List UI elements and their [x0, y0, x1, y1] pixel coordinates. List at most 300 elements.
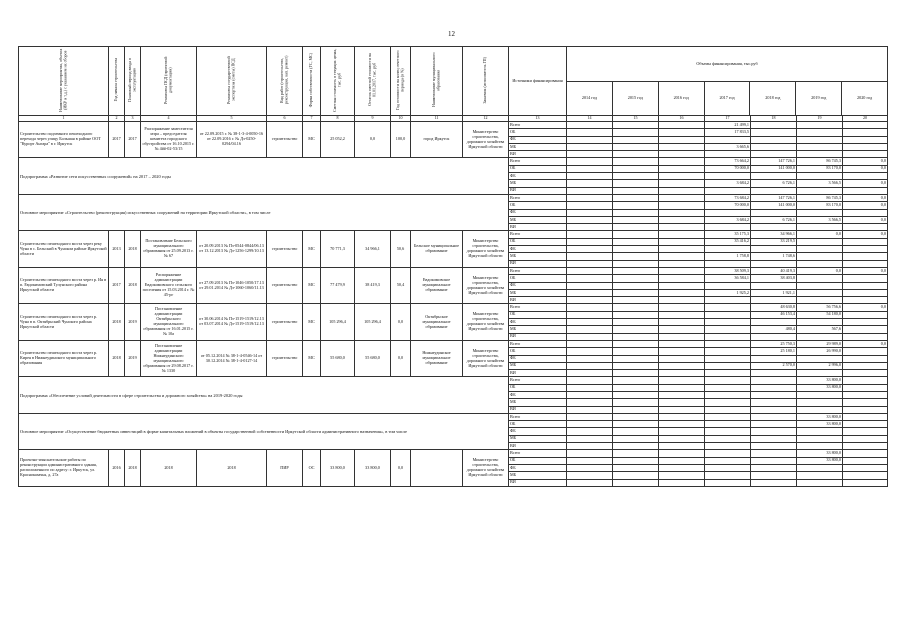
- funding-value: [843, 443, 888, 450]
- funding-value: [567, 165, 613, 172]
- start-year: 2016: [109, 450, 125, 486]
- funding-value: [613, 209, 659, 216]
- municipality: [411, 450, 463, 486]
- funding-value: [659, 275, 705, 282]
- year-header: 2018 год: [750, 82, 796, 115]
- col-header-cost: Сметная стоимость в текущих ценах, тыс. руб: [321, 47, 355, 116]
- funding-value: [843, 122, 888, 129]
- psd-details: Распоряжение администрации Евдокимовского сельского поселения от 15.03.2014 г. № 45-рг: [141, 267, 197, 303]
- section-title: Основное мероприятие «Осуществление бюджетных инвестиций в форме капитальных вложений в объекты государственной собственности Иркутской области административного назначения», в том числе: [19, 413, 509, 449]
- funding-value: [659, 391, 705, 398]
- funding-value: 70 000,0: [705, 165, 751, 172]
- funding-value: 38 403,8: [751, 275, 797, 282]
- funding-value: [797, 443, 843, 450]
- funding-value: [659, 333, 705, 340]
- funding-value: [843, 282, 888, 289]
- ownership: МС: [303, 340, 321, 376]
- funding-value: 6 726,1: [751, 216, 797, 223]
- funding-value: [659, 340, 705, 347]
- funding-value: [705, 399, 751, 406]
- funding-value: [567, 391, 613, 398]
- year-header: 2019 год: [796, 82, 842, 115]
- col-header-expertise: Реквизиты государственной экспертизы (сметы) ПСД: [197, 47, 267, 116]
- funding-value: [613, 238, 659, 245]
- funding-value: [843, 326, 888, 333]
- funding-value: [705, 173, 751, 180]
- funding-value: [751, 143, 797, 150]
- funding-value: [705, 282, 751, 289]
- municipality: Октябрьское муниципальное образование: [411, 304, 463, 340]
- source-label: ФБ: [509, 173, 567, 180]
- year-header: 2016 год: [659, 82, 705, 115]
- funding-value: [705, 362, 751, 369]
- column-index: 3: [125, 116, 141, 122]
- funding-value: [797, 224, 843, 231]
- funding-value: [613, 362, 659, 369]
- funding-value: 40 419,3: [751, 267, 797, 274]
- funding-value: [613, 406, 659, 413]
- funding-value: 3 566,5: [797, 180, 843, 187]
- expertise-details: от 20.09.2013 № Пз-0544-0844/06.13 от 13.12.2013 № Дз-1256-1299/10.13: [197, 231, 267, 267]
- funding-value: [659, 406, 705, 413]
- funding-value: [797, 297, 843, 304]
- funding-value: [567, 253, 613, 260]
- column-index: 7: [303, 116, 321, 122]
- funding-value: [797, 282, 843, 289]
- end-year: 2018: [125, 450, 141, 486]
- funding-value: [751, 355, 797, 362]
- year-header: 2017 год: [705, 82, 751, 115]
- remaining-cost: 34 966,1: [355, 231, 391, 267]
- funding-value: [797, 479, 843, 486]
- funding-value: [659, 253, 705, 260]
- funding-value: [613, 348, 659, 355]
- source-label: Всего: [509, 304, 567, 311]
- funding-value: [843, 238, 888, 245]
- funding-value: [659, 122, 705, 129]
- funding-value: [843, 311, 888, 318]
- funding-value: 33 800,0: [797, 384, 843, 391]
- source-label: МБ: [509, 362, 567, 369]
- column-index: 18: [751, 116, 797, 122]
- funding-value: 1 748,6: [751, 253, 797, 260]
- expertise-details: 2018: [197, 450, 267, 486]
- funding-value: [567, 202, 613, 209]
- funding-value: [659, 319, 705, 326]
- year-header: 2015 год: [613, 82, 659, 115]
- funding-value: 0,0: [843, 304, 888, 311]
- readiness-percent: 0,0: [391, 304, 411, 340]
- funding-value: [613, 165, 659, 172]
- source-label: ОБ: [509, 457, 567, 464]
- funding-value: [613, 377, 659, 384]
- object-name: Строительство пешеходного моста через реку Чуна в с. Бельский в Чунском районе Иркутской области: [19, 231, 109, 267]
- funding-value: [705, 384, 751, 391]
- funding-value: [659, 457, 705, 464]
- funding-value: [613, 180, 659, 187]
- funding-value: 25 180,1: [751, 348, 797, 355]
- funding-value: [843, 253, 888, 260]
- source-label: МБ: [509, 253, 567, 260]
- funding-value: [567, 443, 613, 450]
- remaining-cost: 0,0: [355, 122, 391, 158]
- funding-value: [751, 435, 797, 442]
- expertise-details: от 27.09.2013 № Пз-1046-1050/17.13 от 29.01.2014 № Дз-1060-1060/11.13: [197, 267, 267, 303]
- funding-value: [751, 173, 797, 180]
- column-index: 17: [705, 116, 751, 122]
- column-index: 10: [391, 116, 411, 122]
- column-index: 9: [355, 116, 391, 122]
- funding-value: [705, 443, 751, 450]
- source-label: МБ: [509, 435, 567, 442]
- funding-value: [797, 275, 843, 282]
- funding-value: 33 800,0: [797, 377, 843, 384]
- funding-value: [751, 421, 797, 428]
- funding-value: [659, 246, 705, 253]
- funding-value: 36 584,1: [705, 275, 751, 282]
- ownership: МС: [303, 231, 321, 267]
- funding-value: [613, 158, 659, 165]
- funding-value: [797, 391, 843, 398]
- funding-value: [797, 472, 843, 479]
- funding-value: [751, 297, 797, 304]
- year-header: 2014 год: [567, 82, 613, 115]
- funding-value: [659, 216, 705, 223]
- funding-value: [843, 421, 888, 428]
- funding-value: 0,0: [843, 194, 888, 201]
- municipality: Нижнеудинское муниципальное образование: [411, 340, 463, 376]
- work-kind: строительство: [267, 122, 303, 158]
- funding-value: [705, 479, 751, 486]
- source-label: МБ: [509, 326, 567, 333]
- funding-value: [843, 428, 888, 435]
- funding-value: [659, 180, 705, 187]
- source-label: ВИ: [509, 443, 567, 450]
- funding-value: [659, 151, 705, 158]
- funding-value: [705, 355, 751, 362]
- customer: Министерство строительства, дорожного хозяйства Иркутской области: [463, 304, 509, 340]
- funding-value: [659, 362, 705, 369]
- start-year: 2018: [109, 304, 125, 340]
- col-header-readiness: Год готовности на конец отчетного периода (в %): [391, 47, 411, 116]
- funding-value: [843, 129, 888, 136]
- funding-value: [613, 194, 659, 201]
- funding-value: [567, 267, 613, 274]
- funding-value: 567,6: [797, 326, 843, 333]
- readiness-percent: 0,0: [391, 340, 411, 376]
- funding-value: [843, 275, 888, 282]
- funding-value: [567, 231, 613, 238]
- funding-value: [613, 173, 659, 180]
- funding-value: [797, 187, 843, 194]
- funding-value: [613, 326, 659, 333]
- funding-value: [843, 406, 888, 413]
- funding-value: [705, 224, 751, 231]
- col-header-end-year: Плановый период ввода в эксплуатацию: [125, 47, 141, 116]
- funding-value: [797, 209, 843, 216]
- funding-value: [567, 450, 613, 457]
- funding-value: 29 989,0: [797, 340, 843, 347]
- funding-value: 2 996,0: [797, 362, 843, 369]
- funding-value: [843, 260, 888, 267]
- funding-value: [567, 355, 613, 362]
- source-label: ВИ: [509, 406, 567, 413]
- funding-value: [797, 129, 843, 136]
- funding-value: [751, 443, 797, 450]
- work-kind: ПИР: [267, 450, 303, 486]
- funding-value: [843, 450, 888, 457]
- funding-value: 73 684,2: [705, 194, 751, 201]
- psd-details: Постановление администрации Нижнеудинского муниципального образования от 29.08.2017 г. № 1330: [141, 340, 197, 376]
- funding-value: [797, 246, 843, 253]
- end-year: 2017: [125, 122, 141, 158]
- funding-value: [567, 421, 613, 428]
- funding-value: [843, 136, 888, 143]
- column-index: 4: [141, 116, 197, 122]
- customer: Министерство строительства, дорожного хозяйства Иркутской области: [463, 450, 509, 486]
- funding-value: [751, 428, 797, 435]
- funding-value: [567, 282, 613, 289]
- funding-value: 0,0: [843, 216, 888, 223]
- col-header-remaining: Остаток сметной стоимости на 01.01.2017, тыс. руб: [355, 47, 391, 116]
- funding-value: [659, 282, 705, 289]
- object-name: Строительство пешеходного моста через р. Кирея в Нижнеудинского муниципального образования: [19, 340, 109, 376]
- funding-value: [705, 348, 751, 355]
- source-label: МБ: [509, 289, 567, 296]
- end-year: 2019: [125, 340, 141, 376]
- funding-value: [751, 122, 797, 129]
- funding-value: [751, 209, 797, 216]
- column-index: 6: [267, 116, 303, 122]
- funding-value: [705, 187, 751, 194]
- funding-value: [705, 297, 751, 304]
- end-year: 2019: [125, 304, 141, 340]
- funding-value: [705, 311, 751, 318]
- funding-value: [843, 384, 888, 391]
- funding-value: [613, 370, 659, 377]
- funding-value: 3 566,5: [797, 216, 843, 223]
- header-row: [19, 47, 888, 116]
- funding-value: [797, 435, 843, 442]
- funding-value: [843, 464, 888, 471]
- funding-value: [659, 267, 705, 274]
- funding-value: 33 800,0: [797, 413, 843, 420]
- funding-value: 0,0: [843, 180, 888, 187]
- funding-value: [705, 413, 751, 420]
- source-label: Всего: [509, 122, 567, 129]
- funding-value: [751, 136, 797, 143]
- funding-value: [843, 209, 888, 216]
- source-label: ОБ: [509, 202, 567, 209]
- expertise-details: от 30.06.2014 № Пз-1519-1519/12.13 от 03.07.2014 № Дз-1519-1519/12.13: [197, 304, 267, 340]
- funding-value: [659, 428, 705, 435]
- funding-value: [659, 158, 705, 165]
- funding-value: [659, 297, 705, 304]
- funding-value: [567, 304, 613, 311]
- column-index: 20: [843, 116, 888, 122]
- section-row: [19, 158, 888, 165]
- work-kind: строительство: [267, 340, 303, 376]
- funding-value: [567, 464, 613, 471]
- funding-value: [705, 428, 751, 435]
- funding-value: [705, 457, 751, 464]
- section-title: Подпрограмма «Развитие сети искусственных сооружений» на 2017 – 2020 годы: [19, 158, 509, 194]
- source-label: Всего: [509, 194, 567, 201]
- funding-value: [659, 194, 705, 201]
- funding-value: [613, 399, 659, 406]
- municipality: Евдокимовское муниципальное образование: [411, 267, 463, 303]
- funding-value: 34 966,1: [751, 231, 797, 238]
- funding-value: [613, 472, 659, 479]
- funding-value: [797, 406, 843, 413]
- remaining-cost: 55 680,0: [355, 340, 391, 376]
- funding-value: [613, 129, 659, 136]
- object-row: [19, 340, 888, 347]
- source-label: ОБ: [509, 129, 567, 136]
- col-header-ownership: Форма собственности (ГС, МС): [303, 47, 321, 116]
- funding-value: 83 170,0: [797, 202, 843, 209]
- funding-value: [613, 457, 659, 464]
- funding-value: 0,0: [843, 267, 888, 274]
- funding-value: [567, 224, 613, 231]
- col-header-customer: Заказчик (исполнитель ГП): [463, 47, 509, 116]
- funding-value: [613, 297, 659, 304]
- funding-value: [843, 377, 888, 384]
- funding-value: [797, 151, 843, 158]
- col-header-funding: [567, 47, 888, 116]
- funding-value: [567, 246, 613, 253]
- object-name: Проектно-изыскательские работы по реконструкции административного здания, расположенного по адресу: г. Иркутск, ул. Красноказачья, д. 27а: [19, 450, 109, 486]
- funding-value: [659, 472, 705, 479]
- expertise-details: от 22.09.2015 г. № 38-1-3-4-0050-16 от 22.09.2016 г. № Дз-0250-0294/04.16: [197, 122, 267, 158]
- col-header-name: Наименование мероприятия, объекта (ИКР и т.д.) с указанием их сборов: [19, 47, 109, 116]
- object-row: [19, 450, 888, 457]
- funding-value: [797, 399, 843, 406]
- column-index: 5: [197, 116, 267, 122]
- funding-value: [705, 450, 751, 457]
- funding-value: 46 153,4: [751, 311, 797, 318]
- object-row: [19, 122, 888, 129]
- funding-value: [659, 143, 705, 150]
- estimated-cost: 105 296,4: [321, 304, 355, 340]
- source-label: ФБ: [509, 391, 567, 398]
- funding-value: [613, 246, 659, 253]
- funding-value: [659, 231, 705, 238]
- col-header-work-kind: Вид работ (строительство, реконструкция, кап. ремонт): [267, 47, 303, 116]
- budget-table: [18, 46, 888, 487]
- source-label: Всего: [509, 158, 567, 165]
- funding-value: [613, 187, 659, 194]
- funding-value: [567, 435, 613, 442]
- source-label: МБ: [509, 472, 567, 479]
- funding-value: 480,4: [751, 326, 797, 333]
- object-name: Строительство пешеходного моста через р. Ия в п. Евдокимовский Тулунского района Иркутской области: [19, 267, 109, 303]
- funding-value: [567, 275, 613, 282]
- source-label: МБ: [509, 180, 567, 187]
- funding-value: [659, 348, 705, 355]
- funding-value: [751, 450, 797, 457]
- funding-value: [613, 304, 659, 311]
- funding-value: [705, 370, 751, 377]
- source-label: Всего: [509, 450, 567, 457]
- funding-value: [567, 209, 613, 216]
- funding-value: 38 509,3: [705, 267, 751, 274]
- funding-value: [613, 391, 659, 398]
- funding-value: [797, 333, 843, 340]
- funding-value: 0,0: [797, 231, 843, 238]
- funding-value: 73 664,2: [705, 158, 751, 165]
- source-label: Всего: [509, 340, 567, 347]
- column-index: 11: [411, 116, 463, 122]
- column-index: 19: [797, 116, 843, 122]
- funding-value: [751, 472, 797, 479]
- funding-value: [613, 428, 659, 435]
- funding-value: [567, 413, 613, 420]
- funding-value: [843, 151, 888, 158]
- funding-value: 0,0: [843, 202, 888, 209]
- funding-value: [705, 319, 751, 326]
- funding-value: [659, 464, 705, 471]
- source-label: Всего: [509, 267, 567, 274]
- funding-value: [843, 457, 888, 464]
- ownership: МС: [303, 122, 321, 158]
- funding-value: [843, 348, 888, 355]
- funding-value: [797, 136, 843, 143]
- object-name: Строительство подземного пешеходного перехода через улицу Большая в районе ООТ "Курорт Ангара" в г. Иркутск: [19, 122, 109, 158]
- funding-value: [659, 311, 705, 318]
- funding-value: 33 800,0: [797, 421, 843, 428]
- funding-value: [613, 253, 659, 260]
- funding-value: [843, 143, 888, 150]
- funding-value: 25 750,3: [751, 340, 797, 347]
- funding-value: [751, 151, 797, 158]
- funding-value: 147 726,1: [751, 194, 797, 201]
- funding-value: [797, 173, 843, 180]
- funding-value: [843, 246, 888, 253]
- funding-value: [613, 202, 659, 209]
- start-year: 2017: [109, 122, 125, 158]
- funding-value: [751, 282, 797, 289]
- funding-value: [659, 450, 705, 457]
- source-label: ОБ: [509, 384, 567, 391]
- end-year: 2018: [125, 231, 141, 267]
- funding-value: [613, 464, 659, 471]
- funding-value: [751, 370, 797, 377]
- funding-value: 141 000,0: [751, 202, 797, 209]
- funding-value: [613, 319, 659, 326]
- column-index: 2: [109, 116, 125, 122]
- customer: Министерство строительства, дорожного хозяйства Иркутской области: [463, 122, 509, 158]
- funding-value: [659, 326, 705, 333]
- source-label: ФБ: [509, 319, 567, 326]
- funding-value: [567, 457, 613, 464]
- funding-value: 86 745,3: [797, 194, 843, 201]
- funding-value: 3 684,2: [705, 216, 751, 223]
- start-year: 2013: [109, 231, 125, 267]
- start-year: 2017: [109, 267, 125, 303]
- source-label: Всего: [509, 413, 567, 420]
- source-label: ФБ: [509, 246, 567, 253]
- funding-value: [751, 457, 797, 464]
- funding-value: [567, 362, 613, 369]
- municipality: Бельское муниципальное образование: [411, 231, 463, 267]
- estimated-cost: 25 052,2: [321, 122, 355, 158]
- funding-value: 17 833,5: [705, 129, 751, 136]
- estimated-cost: 77 479,9: [321, 267, 355, 303]
- funding-value: [567, 187, 613, 194]
- object-row: [19, 304, 888, 311]
- ownership: МС: [303, 267, 321, 303]
